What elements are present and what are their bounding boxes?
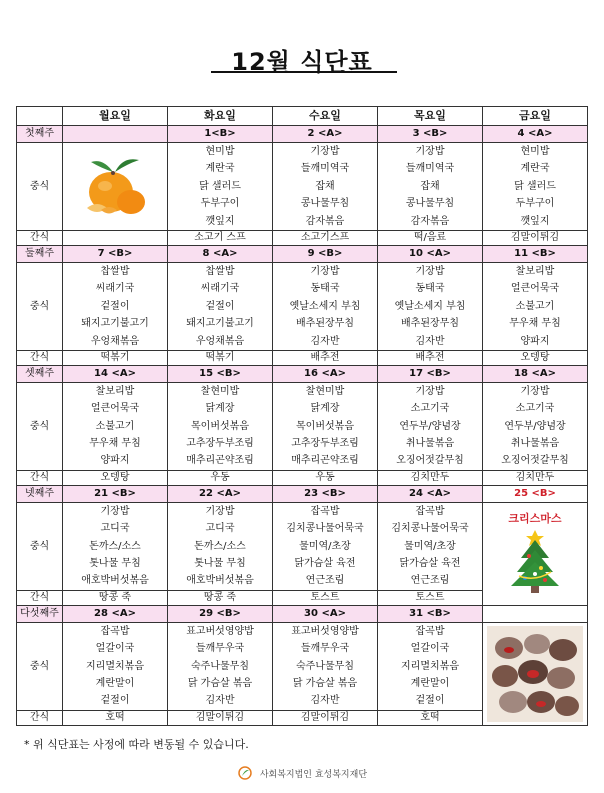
dish: 들깨미역국 xyxy=(405,163,455,175)
date-cell: 4 <A> xyxy=(483,126,588,143)
meal-cell xyxy=(273,262,378,350)
week-row xyxy=(17,485,588,502)
dish: 배추된장무침 xyxy=(296,318,354,330)
dish: 닭가슴살 육전 xyxy=(294,558,356,570)
meal-label: 중식 xyxy=(17,502,63,590)
dish: 목이버섯볶음 xyxy=(296,420,354,432)
dish: 들깨미역국 xyxy=(300,163,350,175)
dish: 돈까스/소스 xyxy=(194,540,246,552)
header-friday: 금요일 xyxy=(483,107,588,126)
snack-cell: 김말이튀김 xyxy=(273,710,378,725)
date-cell: 22 <A> xyxy=(168,485,273,502)
dish: 잡곡밥 xyxy=(310,505,340,517)
date-cell: 24 <A> xyxy=(378,485,483,502)
meal-cell xyxy=(273,622,378,710)
date-cell: 3 <B> xyxy=(378,126,483,143)
meal-cell xyxy=(483,262,588,350)
date-cell: 10 <A> xyxy=(378,245,483,262)
week-row xyxy=(17,365,588,382)
date-cell: 18 <A> xyxy=(483,365,588,382)
dish: 연두부/양념장 xyxy=(399,420,461,432)
dish: 찰보리밥 xyxy=(95,385,135,397)
date-cell xyxy=(483,605,588,622)
snack-cell xyxy=(63,230,168,245)
meal-label: 중식 xyxy=(17,382,63,470)
foundation-name: 사회복지법인 효성복지재단 xyxy=(259,770,368,780)
dish: 소고기국 xyxy=(410,403,450,415)
snack-cell: 소고기 스프 xyxy=(168,230,273,245)
week-row xyxy=(17,126,588,143)
header-monday: 월요일 xyxy=(63,107,168,126)
dish: 현미밥 xyxy=(205,146,235,157)
dish: 현미밥 xyxy=(520,146,550,157)
dish: 얼갈이국 xyxy=(95,643,135,655)
dish: 기장밥 xyxy=(205,505,235,517)
meal-cell xyxy=(378,262,483,350)
snack-cell: 호떡 xyxy=(378,710,483,725)
dish: 표고버섯영양밥 xyxy=(186,625,254,637)
date-cell: 1<B> xyxy=(168,126,273,143)
snack-label: 간식 xyxy=(17,230,63,245)
header-tuesday: 화요일 xyxy=(168,107,273,126)
dish: 매추리곤약조림 xyxy=(291,455,359,467)
meal-row xyxy=(17,622,588,710)
dish: 겉절이 xyxy=(100,300,130,312)
date-cell: 17 <B> xyxy=(378,365,483,382)
week-label: 둘째주 xyxy=(17,245,63,262)
dish: 잡곡밥 xyxy=(415,505,445,517)
header-wednesday: 수요일 xyxy=(273,107,378,126)
dish: 찹쌀밥 xyxy=(205,265,235,277)
dish: 겉절이 xyxy=(205,300,235,312)
date-cell xyxy=(63,126,168,143)
dish: 고디국 xyxy=(205,523,235,535)
foundation-logo-icon xyxy=(237,765,253,784)
footer xyxy=(0,765,604,784)
dish: 들깨무우국 xyxy=(195,643,245,655)
meal-row xyxy=(17,502,588,590)
week-label: 셋째주 xyxy=(17,365,63,382)
meal-cell xyxy=(63,622,168,710)
week-label: 넷째주 xyxy=(17,485,63,502)
date-cell: 31 <B> xyxy=(378,605,483,622)
date-cell: 14 <A> xyxy=(63,365,168,382)
dish: 우엉채볶음 xyxy=(195,335,245,347)
cockles-image-cell xyxy=(483,622,588,725)
dish: 동태국 xyxy=(415,283,445,295)
dish: 얼큰어묵국 xyxy=(510,283,560,295)
header-row xyxy=(17,107,588,126)
tangerine-image-cell xyxy=(63,143,168,231)
dish: 김자반 xyxy=(310,695,340,707)
dish: 기장밥 xyxy=(520,385,550,397)
snack-cell: 김말이튀김 xyxy=(168,710,273,725)
dish: 동태국 xyxy=(310,283,340,295)
date-cell: 21 <B> xyxy=(63,485,168,502)
dish: 고추장두부조림 xyxy=(291,438,359,450)
meal-cell xyxy=(273,143,378,231)
date-cell: 29 <B> xyxy=(168,605,273,622)
snack-cell: 떡/음료 xyxy=(378,230,483,245)
date-cell: 7 <B> xyxy=(63,245,168,262)
dish: 잡채 xyxy=(315,180,335,192)
meal-cell xyxy=(273,502,378,590)
week-label: 다섯째주 xyxy=(17,605,63,622)
dish: 배추된장무침 xyxy=(401,318,459,330)
snack-cell: 땅콩 죽 xyxy=(168,590,273,605)
date-cell: 2 <A> xyxy=(273,126,378,143)
snack-cell: 호떡 xyxy=(63,710,168,725)
meal-cell xyxy=(483,382,588,470)
dish: 고디국 xyxy=(100,523,130,535)
dish: 기장밥 xyxy=(310,146,340,157)
dish: 닭 샐러드 xyxy=(199,180,241,192)
dish: 겉절이 xyxy=(415,695,445,707)
christmas-tree-image xyxy=(505,526,565,596)
snack-cell: 소고기스프 xyxy=(273,230,378,245)
date-cell: 15 <B> xyxy=(168,365,273,382)
meal-cell xyxy=(168,262,273,350)
dish: 감자볶음 xyxy=(305,215,345,227)
dish: 기장밥 xyxy=(415,146,445,157)
dish: 계란말이 xyxy=(95,677,135,689)
dish: 찰보리밥 xyxy=(515,265,555,277)
page-title: 12월 식단표 xyxy=(231,48,373,76)
dish: 무우채 무침 xyxy=(89,438,141,450)
dish: 계란국 xyxy=(520,163,550,175)
dish: 물미역/초장 xyxy=(299,540,351,552)
snack-label: 간식 xyxy=(17,350,63,365)
dish: 잡곡밥 xyxy=(415,625,445,637)
title-underline xyxy=(211,71,397,73)
dish: 계란국 xyxy=(205,163,235,175)
dish: 기장밥 xyxy=(415,265,445,277)
dish: 김치콩나물어묵국 xyxy=(286,523,364,535)
dish: 목이버섯볶음 xyxy=(191,420,249,432)
dish: 콩나물무침 xyxy=(300,198,350,210)
date-cell: 9 <B> xyxy=(273,245,378,262)
snack-label: 간식 xyxy=(17,470,63,485)
dish: 연두부/양념장 xyxy=(504,420,566,432)
dish: 들깨무우국 xyxy=(300,643,350,655)
dish: 얼큰어묵국 xyxy=(90,403,140,415)
meal-cell xyxy=(483,143,588,231)
dish: 콩나물무침 xyxy=(405,198,455,210)
dish: 닭 가슴살 볶음 xyxy=(187,677,253,689)
dish: 지리멸치볶음 xyxy=(86,660,144,672)
meal-label: 중식 xyxy=(17,262,63,350)
dish: 기장밥 xyxy=(415,385,445,397)
dish: 돼지고기불고기 xyxy=(186,318,254,330)
dish: 소불고기 xyxy=(95,420,135,432)
dish: 무우채 무침 xyxy=(509,318,561,330)
dish: 표고버섯영양밥 xyxy=(291,625,359,637)
snack-cell: 떡볶기 xyxy=(63,350,168,365)
dish: 김자반 xyxy=(310,335,340,347)
meal-cell xyxy=(168,143,273,231)
dish: 애호박버섯볶음 xyxy=(81,575,149,587)
snack-cell: 배추전 xyxy=(273,350,378,365)
meal-row xyxy=(17,143,588,231)
dish: 옛날소세지 부침 xyxy=(289,300,361,312)
meal-cell xyxy=(63,502,168,590)
meal-cell xyxy=(378,502,483,590)
meal-cell xyxy=(168,502,273,590)
dish: 톳나물 무침 xyxy=(89,558,141,570)
header-corner xyxy=(17,107,63,126)
snack-cell: 떡볶기 xyxy=(168,350,273,365)
meal-cell xyxy=(168,382,273,470)
week-label: 첫째주 xyxy=(17,126,63,143)
dish: 숙주나물무침 xyxy=(191,660,249,672)
meal-row xyxy=(17,382,588,470)
snack-row xyxy=(17,350,588,365)
dish: 취나물볶음 xyxy=(510,438,560,450)
snack-cell: 김치만두 xyxy=(483,470,588,485)
meal-cell xyxy=(378,143,483,231)
dish: 계란말이 xyxy=(410,677,450,689)
change-notice: * 위 식단표는 사정에 따라 변동될 수 있습니다. xyxy=(24,738,249,751)
dish: 연근조림 xyxy=(305,575,345,587)
date-cell: 28 <A> xyxy=(63,605,168,622)
dish: 지리멸치볶음 xyxy=(401,660,459,672)
snack-label: 간식 xyxy=(17,710,63,725)
date-cell: 8 <A> xyxy=(168,245,273,262)
dish: 겉절이 xyxy=(100,695,130,707)
snack-cell: 우동 xyxy=(273,470,378,485)
dish: 옛날소세지 부침 xyxy=(394,300,466,312)
date-cell: 16 <A> xyxy=(273,365,378,382)
dish: 기장밥 xyxy=(100,505,130,517)
dish: 감자볶음 xyxy=(410,215,450,227)
dish: 씨래기국 xyxy=(200,283,240,295)
dish: 우엉채볶음 xyxy=(90,335,140,347)
dish: 연근조림 xyxy=(410,575,450,587)
dish: 닭계장 xyxy=(205,403,235,415)
snack-row xyxy=(17,470,588,485)
meal-label: 중식 xyxy=(17,622,63,710)
snack-cell: 우동 xyxy=(168,470,273,485)
meal-cell xyxy=(63,382,168,470)
dish: 닭 샐러드 xyxy=(514,180,556,192)
snack-cell: 배추전 xyxy=(378,350,483,365)
dish: 김자반 xyxy=(205,695,235,707)
week-row xyxy=(17,605,588,622)
snack-cell: 토스트 xyxy=(378,590,483,605)
christmas-cell xyxy=(483,502,588,605)
dish: 애호박버섯볶음 xyxy=(186,575,254,587)
meal-cell xyxy=(168,622,273,710)
dish: 물미역/초장 xyxy=(404,540,456,552)
dish: 톳나물 무침 xyxy=(194,558,246,570)
dish: 기장밥 xyxy=(310,265,340,277)
meal-cell xyxy=(378,622,483,710)
dish: 닭 가슴살 볶음 xyxy=(292,677,358,689)
holiday-date-cell: 25 <B> xyxy=(483,485,588,502)
dish: 돼지고기불고기 xyxy=(81,318,149,330)
dish: 닭가슴살 육전 xyxy=(399,558,461,570)
dish: 잡채 xyxy=(420,180,440,192)
dish: 소고기국 xyxy=(515,403,555,415)
snack-cell: 김말이튀김 xyxy=(483,230,588,245)
christmas-label: 크리스마스 xyxy=(508,511,562,525)
dish: 두부구이 xyxy=(200,198,240,210)
meal-cell xyxy=(273,382,378,470)
date-cell: 30 <A> xyxy=(273,605,378,622)
dish: 김자반 xyxy=(415,335,445,347)
dish: 찰현미밥 xyxy=(200,385,240,397)
dish: 양파지 xyxy=(520,335,550,347)
dish: 숙주나물무침 xyxy=(296,660,354,672)
cockles-image xyxy=(487,626,583,722)
dish: 얼갈이국 xyxy=(410,643,450,655)
snack-cell: 토스트 xyxy=(273,590,378,605)
meal-label: 중식 xyxy=(17,143,63,231)
dish: 잡곡밥 xyxy=(100,625,130,637)
dish: 고추장두부조림 xyxy=(186,438,254,450)
dish: 깻잎지 xyxy=(520,215,550,227)
snack-row xyxy=(17,230,588,245)
dish: 돈까스/소스 xyxy=(89,540,141,552)
snack-cell: 땅콩 죽 xyxy=(63,590,168,605)
dish: 찹쌀밥 xyxy=(100,265,130,277)
dish: 오징어젓갈무침 xyxy=(396,455,464,467)
dish: 매추리곤약조림 xyxy=(186,455,254,467)
dish: 김치콩나물어묵국 xyxy=(391,523,469,535)
dish: 닭계장 xyxy=(310,403,340,415)
dish: 취나물볶음 xyxy=(405,438,455,450)
dish: 소불고기 xyxy=(515,300,555,312)
dish: 두부구이 xyxy=(515,198,555,210)
meal-row xyxy=(17,262,588,350)
snack-cell: 오뎅탕 xyxy=(483,350,588,365)
dish: 찰현미밥 xyxy=(305,385,345,397)
menu-table xyxy=(16,106,588,726)
date-cell: 23 <B> xyxy=(273,485,378,502)
dish: 오징어젓갈무침 xyxy=(501,455,569,467)
header-thursday: 목요일 xyxy=(378,107,483,126)
dish: 씨래기국 xyxy=(95,283,135,295)
snack-label: 간식 xyxy=(17,590,63,605)
snack-cell: 김치만두 xyxy=(378,470,483,485)
dish: 양파지 xyxy=(100,455,130,467)
dish: 깻잎지 xyxy=(205,215,235,227)
date-cell: 11 <B> xyxy=(483,245,588,262)
week-row xyxy=(17,245,588,262)
snack-cell: 오뎅탕 xyxy=(63,470,168,485)
meal-cell xyxy=(378,382,483,470)
meal-cell xyxy=(63,262,168,350)
tangerine-image xyxy=(75,150,155,222)
